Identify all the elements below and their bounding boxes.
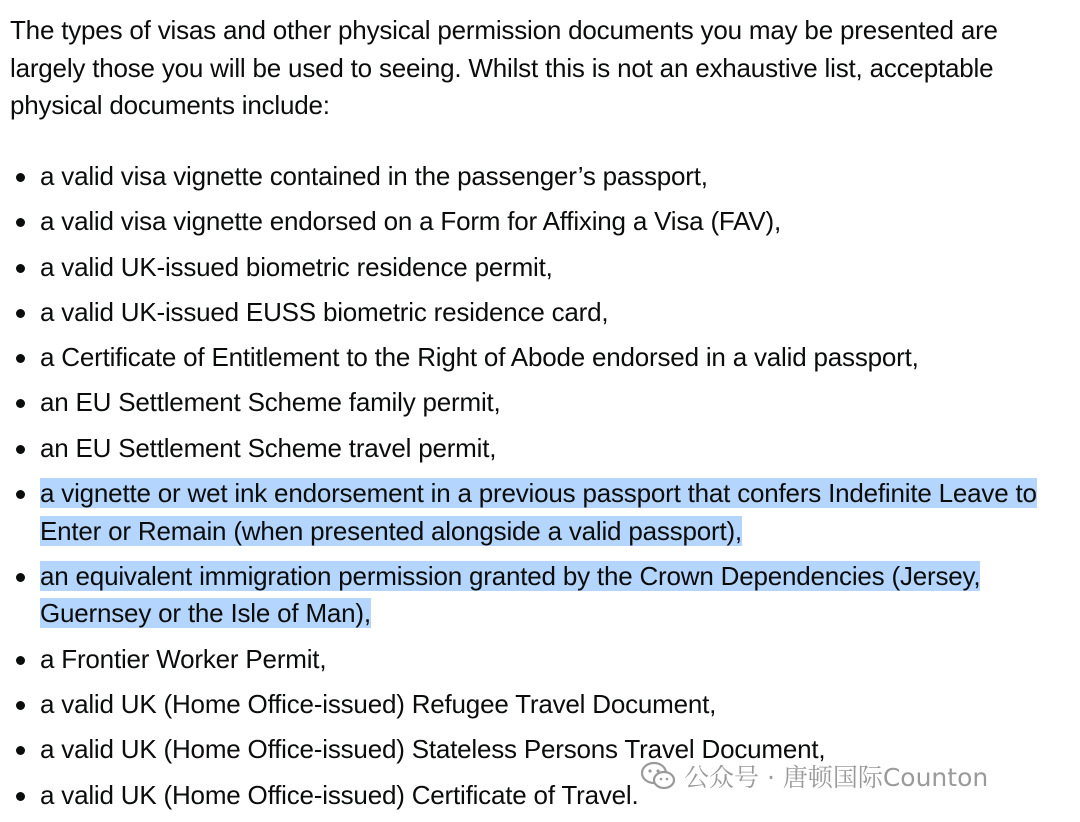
list-item <box>10 249 1076 287</box>
intro-paragraph: The types of visas and other physical permission documents you may be presented are largely those you will be used to seeing. Whilst this is not an exhaustive list, acceptable physical documents include: <box>10 15 998 120</box>
list-item <box>10 294 1076 332</box>
list-item-text: a Certificate of Entitlement to the Right of Abode endorsed in a valid passport, <box>40 342 919 373</box>
bullet-icon <box>16 656 25 665</box>
list-item <box>10 430 1076 468</box>
list-item-text: a Frontier Worker Permit, <box>40 643 327 674</box>
list-item <box>10 384 1076 422</box>
list-item <box>10 158 1076 196</box>
bullet-icon <box>16 573 25 582</box>
list-item <box>10 339 1076 377</box>
list-item <box>10 641 1076 679</box>
watermark-text: 公众号 · 唐顿国际Counton <box>684 763 989 792</box>
list-item-text: a valid visa vignette endorsed on a Form for Affixing a Visa (FAV), <box>40 206 781 237</box>
list-item-text: a valid UK (Home Office-issued) Stateless Persons Travel Document, <box>40 734 826 765</box>
list-item <box>10 777 1076 815</box>
document-list <box>10 158 1076 822</box>
selected-text[interactable]: a vignette or wet ink endorsement in a previous passport that confers Indefinite Leave to Enter or Remain (when presented alongside a valid passport), <box>40 478 1037 546</box>
bullet-icon <box>16 399 25 408</box>
bullet-icon <box>16 746 25 755</box>
list-item-text: a valid UK-issued biometric residence permit, <box>40 251 553 282</box>
bullet-icon <box>16 701 25 710</box>
list-item-highlighted <box>10 558 1076 633</box>
bullet-icon <box>16 173 25 182</box>
list-item-text: an EU Settlement Scheme travel permit, <box>40 432 497 463</box>
list-item-highlighted <box>10 475 1076 550</box>
bullet-icon <box>16 218 25 227</box>
list-item <box>10 731 1076 769</box>
bullet-icon <box>16 354 25 363</box>
bullet-icon <box>16 445 25 454</box>
list-item-text: a valid UK (Home Office-issued) Refugee Travel Document, <box>40 688 717 719</box>
list-item-text: a valid UK-issued EUSS biometric residence card, <box>40 296 609 327</box>
selected-text[interactable]: an equivalent immigration permission granted by the Crown Dependencies (Jersey, Guernsey or the Isle of Man), <box>40 560 981 629</box>
list-item-text: a valid visa vignette contained in the passenger’s passport, <box>40 161 708 191</box>
bullet-icon <box>16 792 25 801</box>
list-item-text: a valid UK (Home Office-issued) Certificate of Travel. <box>40 779 639 810</box>
bullet-icon <box>16 264 25 273</box>
bullet-icon <box>16 490 25 499</box>
list-item-text: an EU Settlement Scheme family permit, <box>40 387 501 418</box>
list-item <box>10 203 1076 241</box>
list-item <box>10 686 1076 724</box>
bullet-icon <box>16 309 25 318</box>
